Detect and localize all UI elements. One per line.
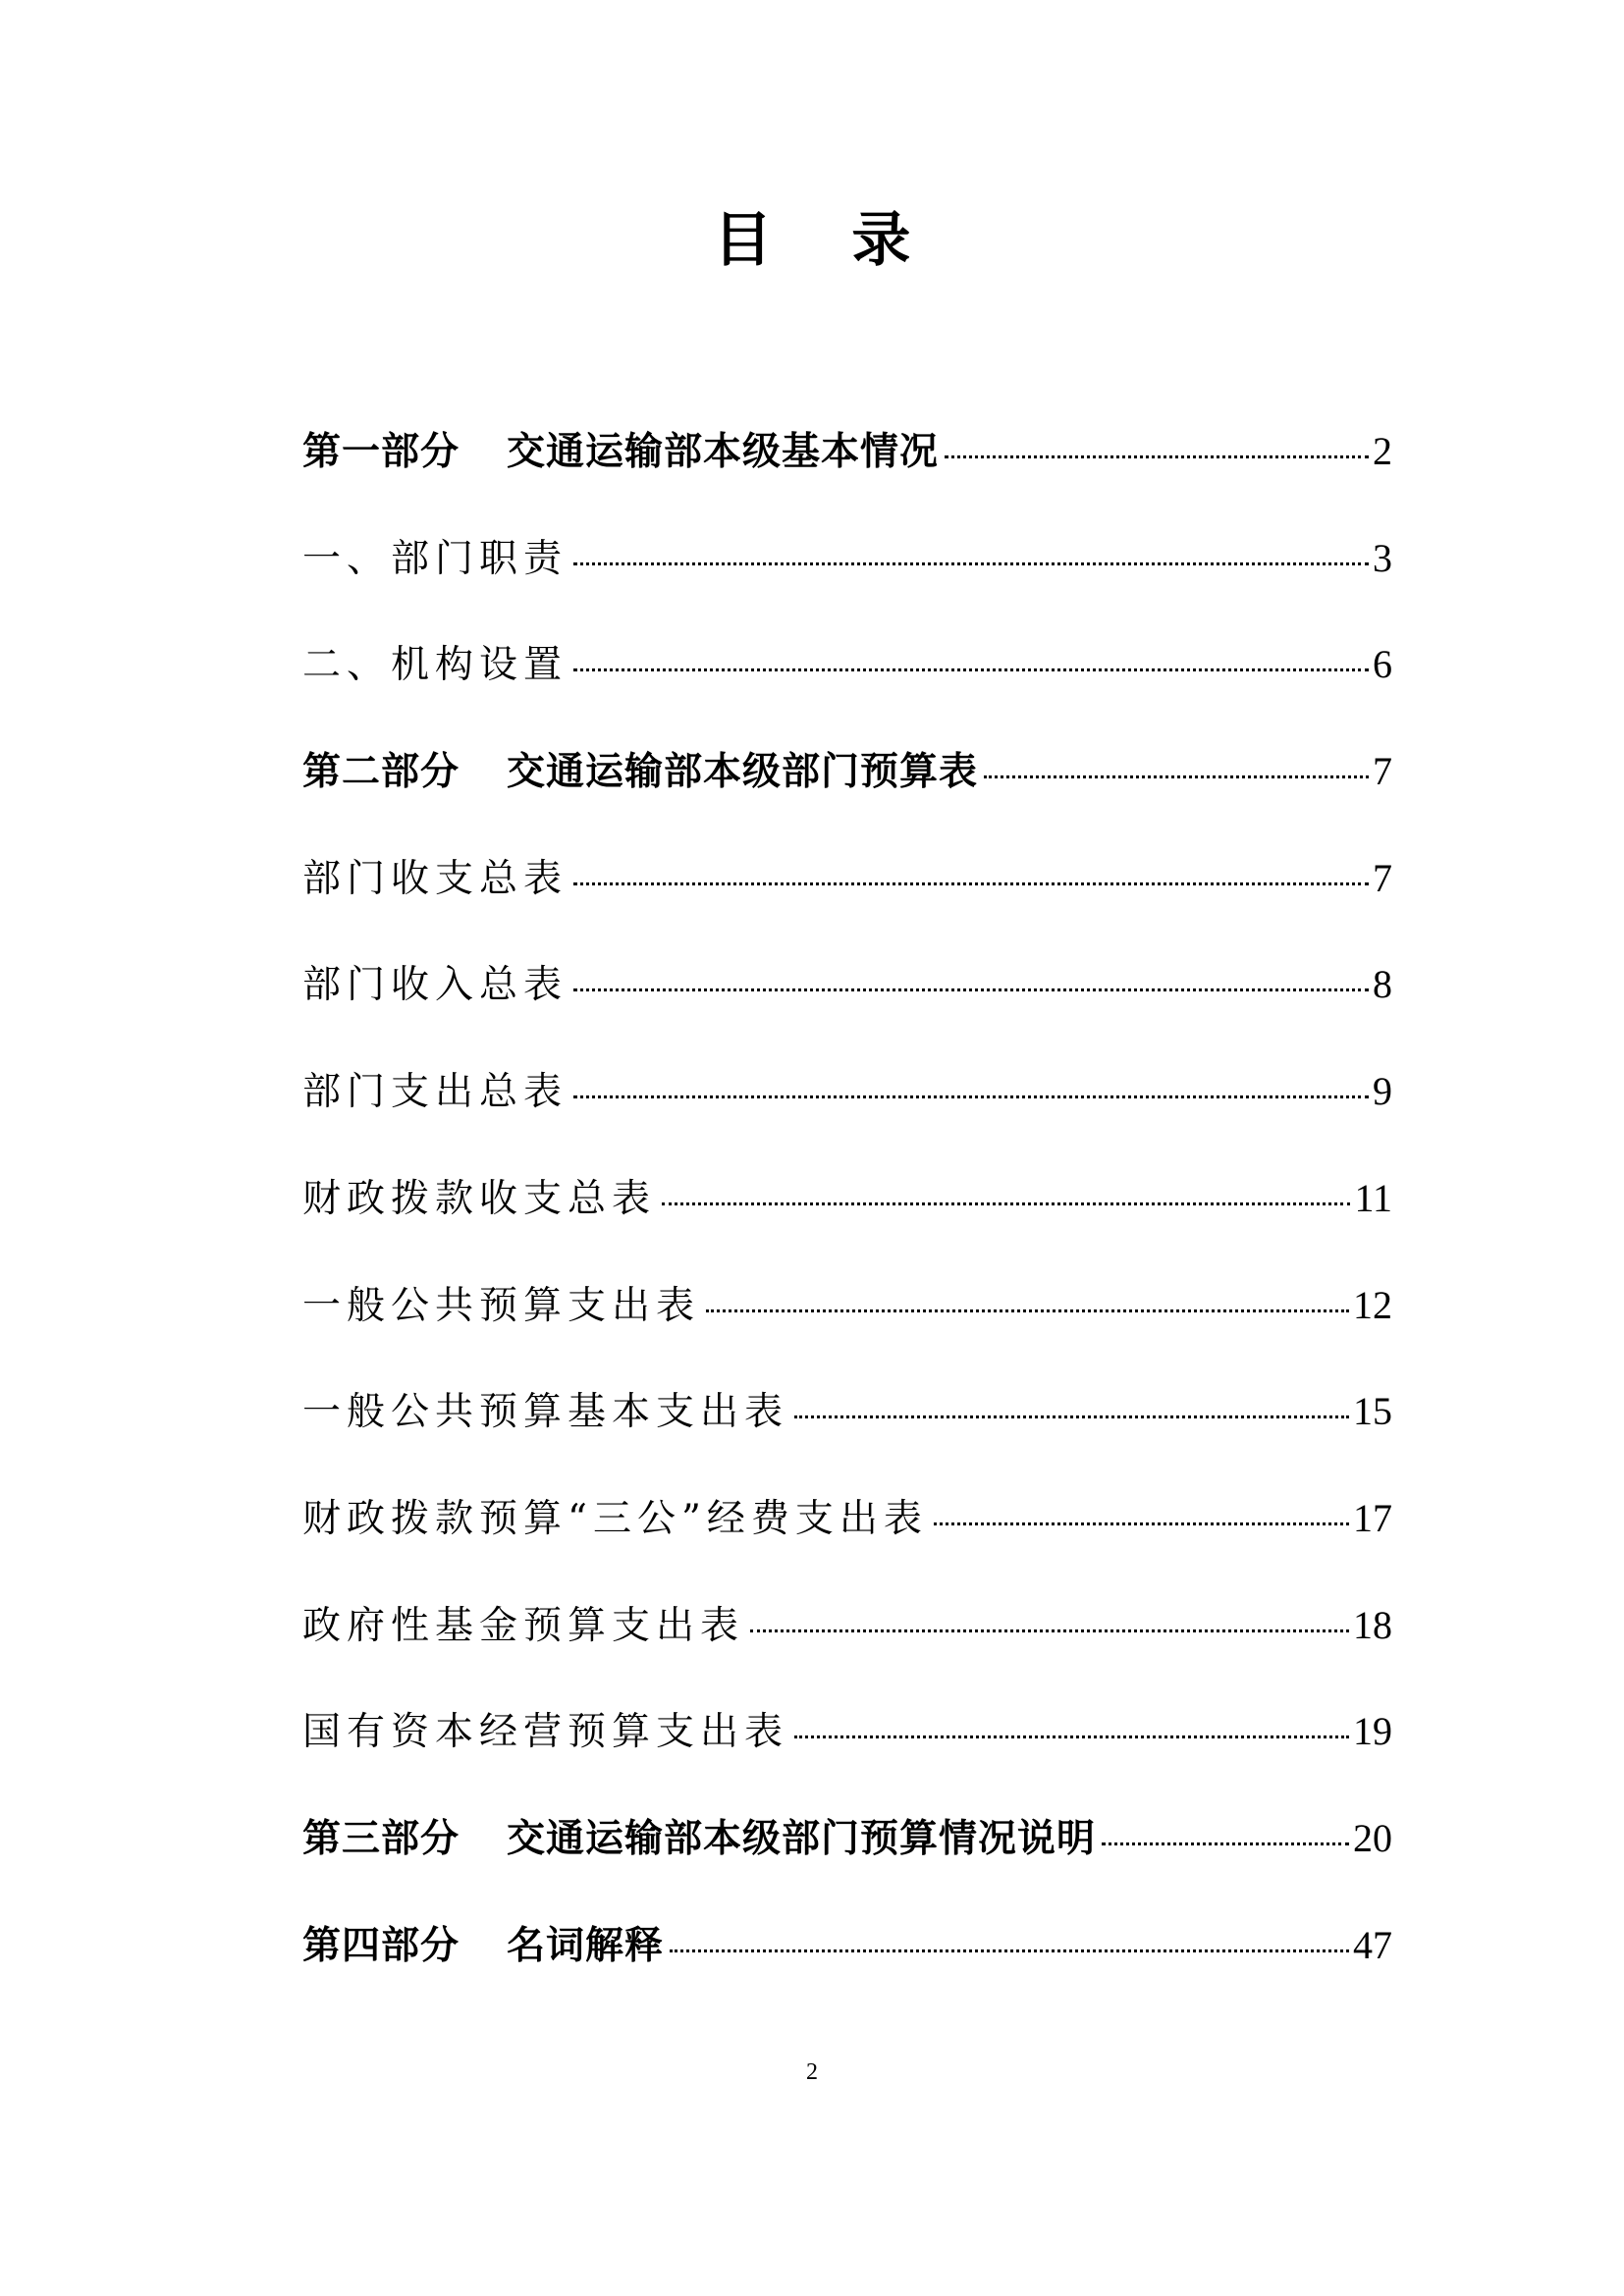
dot-leader [934, 1522, 1349, 1525]
toc-entry-label [302, 423, 939, 482]
dot-leader [984, 775, 1369, 778]
toc-entry-label: 一、部门职责 [302, 536, 568, 581]
toc-entry-duties[interactable] [302, 529, 1392, 636]
toc-entry-label: 部门收支总表 [302, 856, 568, 901]
toc-entry-label: 财政拨款收支总表 [302, 1176, 657, 1221]
dot-leader [1102, 1842, 1349, 1845]
dot-leader [573, 988, 1369, 991]
toc-entry-label: 一般公共预算支出表 [302, 1283, 701, 1328]
toc-entry-part-3[interactable] [302, 1809, 1392, 1916]
toc-page-number: 47 [1353, 1922, 1392, 1967]
toc-entry-income-expense-summary[interactable] [302, 849, 1392, 956]
dot-leader [573, 882, 1369, 885]
toc-entry-label: 财政拨款预算“三公”经费支出表 [302, 1496, 928, 1541]
toc-page-number: 17 [1353, 1495, 1392, 1540]
dot-leader [794, 1415, 1349, 1418]
toc-part-prefix: 第二部分 [302, 750, 460, 795]
toc-entry-part-4[interactable] [302, 1916, 1392, 2023]
toc-page-number: 9 [1373, 1069, 1392, 1114]
toc-entry-fiscal-appropriation-summary[interactable] [302, 1169, 1392, 1276]
toc-entry-part-1[interactable] [302, 422, 1392, 529]
toc-entry-label [302, 743, 978, 802]
toc-part-title: 名词解释 [507, 1923, 665, 1968]
toc-page-number: 6 [1373, 642, 1392, 687]
toc-entry-state-capital[interactable] [302, 1702, 1392, 1809]
dot-leader [945, 455, 1369, 458]
toc-entry-label: 国有资本经营预算支出表 [302, 1710, 789, 1755]
dot-leader [573, 562, 1369, 565]
toc-entry-label: 政府性基金预算支出表 [302, 1603, 745, 1648]
toc-part-prefix: 第一部分 [302, 430, 460, 474]
toc-page-number: 20 [1353, 1815, 1392, 1860]
dot-leader [662, 1202, 1350, 1205]
toc-entry-general-public-budget[interactable] [302, 1276, 1392, 1383]
toc-page-number: 11 [1354, 1175, 1392, 1220]
toc-page-number: 12 [1353, 1282, 1392, 1327]
toc-page-number: 2 [1373, 429, 1392, 473]
toc-entry-label: 二、机构设置 [302, 643, 568, 688]
dot-leader [573, 668, 1369, 671]
toc-entry-organization[interactable] [302, 635, 1392, 742]
page-title: 目 录 [713, 206, 941, 275]
toc-part-title: 交通运输部本级部门预算表 [507, 750, 979, 795]
toc-entry-income-summary[interactable] [302, 955, 1392, 1062]
toc-entry-government-fund[interactable] [302, 1596, 1392, 1703]
toc-entry-general-public-basic[interactable] [302, 1382, 1392, 1489]
dot-leader [573, 1095, 1369, 1098]
toc-entry-label [302, 1810, 1096, 1869]
toc-entry-part-2[interactable] [302, 742, 1392, 849]
toc-page-number: 7 [1373, 855, 1392, 900]
dot-leader [670, 1949, 1349, 1952]
toc-page-number: 7 [1373, 749, 1392, 794]
toc-part-prefix: 第四部分 [302, 1923, 460, 1968]
dot-leader [750, 1629, 1349, 1632]
toc-entry-label: 部门支出总表 [302, 1070, 568, 1115]
toc-part-prefix: 第三部分 [302, 1816, 460, 1861]
dot-leader [706, 1309, 1349, 1312]
page-footer-number: 2 [806, 2059, 818, 2085]
toc-entry-label: 一般公共预算基本支出表 [302, 1390, 789, 1435]
toc-page-number: 19 [1353, 1709, 1392, 1754]
toc-entry-label [302, 1917, 664, 1976]
toc-part-title: 交通运输部本级部门预算情况说明 [507, 1816, 1097, 1861]
toc-part-title: 交通运输部本级基本情况 [507, 430, 940, 474]
dot-leader [794, 1735, 1349, 1738]
toc-page-number: 8 [1373, 962, 1392, 1007]
toc-page-number: 15 [1353, 1389, 1392, 1434]
toc-page-number: 18 [1353, 1602, 1392, 1647]
toc-entry-three-public-expenses[interactable] [302, 1489, 1392, 1596]
table-of-contents [302, 422, 1392, 2022]
toc-page-number: 3 [1373, 535, 1392, 580]
toc-entry-label: 部门收入总表 [302, 963, 568, 1008]
toc-entry-expense-summary[interactable] [302, 1062, 1392, 1169]
